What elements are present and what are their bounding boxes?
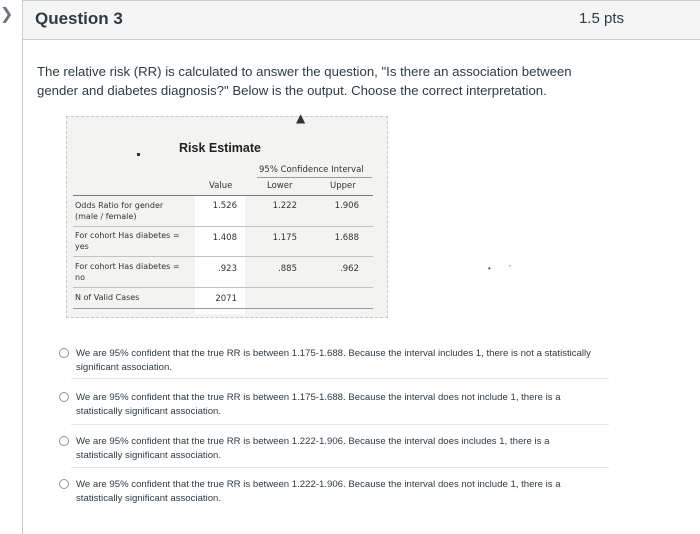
- option-divider: [71, 378, 609, 379]
- spss-output-image: [66, 111, 388, 318]
- cell-value: 1.408: [212, 233, 237, 243]
- question-card: [22, 0, 700, 534]
- ci-rule: [257, 177, 372, 178]
- col-upper-header: Upper: [330, 181, 356, 191]
- row-label-cohort-yes: For cohort Has diabetes = yes: [75, 231, 180, 251]
- cell-upper: 1.906: [334, 201, 359, 211]
- collapse-arrow-icon: ❯: [0, 6, 14, 23]
- stray-mark: ’: [509, 264, 511, 273]
- stray-mark: •: [488, 264, 491, 273]
- radio-button[interactable]: [59, 479, 69, 489]
- answer-option-text: We are 95% confident that the true RR is between 1.175-1.688. Because the interval includes 1, there is not a statistically significant association.: [76, 348, 591, 373]
- row-rule: [73, 287, 373, 288]
- stray-dot: [137, 153, 140, 156]
- ci-header: 95% Confidence Interval: [259, 165, 364, 175]
- question-text: The relative risk (RR) is calculated to answer the question, "Is there an association between gender and diabetes diagnosis?" Below is the output. Choose the correct interpretation.: [37, 64, 572, 98]
- footer-rule: [73, 308, 373, 309]
- cell-value: .923: [218, 264, 237, 274]
- cell-lower: 1.222: [272, 201, 297, 211]
- option-divider: [71, 467, 609, 468]
- col-value-header: Value: [209, 181, 233, 191]
- row-label-cohort-no: For cohort Has diabetes = no: [75, 262, 180, 282]
- cell-upper: 1.688: [334, 233, 359, 243]
- row-label-odds-ratio: Odds Ratio for gender (male / female): [75, 201, 164, 221]
- question-header: [23, 1, 700, 40]
- radio-button[interactable]: [59, 348, 69, 358]
- row-rule: [73, 226, 373, 227]
- cell-value: 1.526: [212, 201, 237, 211]
- answer-option-text: We are 95% confident that the true RR is between 1.222-1.906. Because the interval does not include 1, there is a statistically significant association.: [76, 479, 561, 504]
- row-rule: [73, 256, 373, 257]
- radio-button[interactable]: [59, 436, 69, 446]
- cursor-icon: ▲: [296, 111, 306, 125]
- radio-button[interactable]: [59, 392, 69, 402]
- question-points: 1.5 pts: [578, 10, 624, 27]
- cell-lower: 1.175: [272, 233, 297, 243]
- option-divider: [71, 424, 609, 425]
- answer-option-text: We are 95% confident that the true RR is between 1.175-1.688. Because the interval does not include 1, there is a statistically significant association.: [76, 392, 561, 417]
- cell-lower: .885: [278, 264, 297, 274]
- row-label-n-valid: N of Valid Cases: [75, 293, 140, 302]
- col-lower-header: Lower: [267, 181, 293, 191]
- question-title: Question 3: [35, 9, 123, 28]
- risk-estimate-title: Risk Estimate: [179, 141, 261, 155]
- cell-value: 2071: [215, 294, 237, 304]
- cell-upper: .962: [340, 264, 359, 274]
- answer-option-text: We are 95% confident that the true RR is between 1.222-1.906. Because the interval does includes 1, there is a statistically significant association.: [76, 436, 550, 461]
